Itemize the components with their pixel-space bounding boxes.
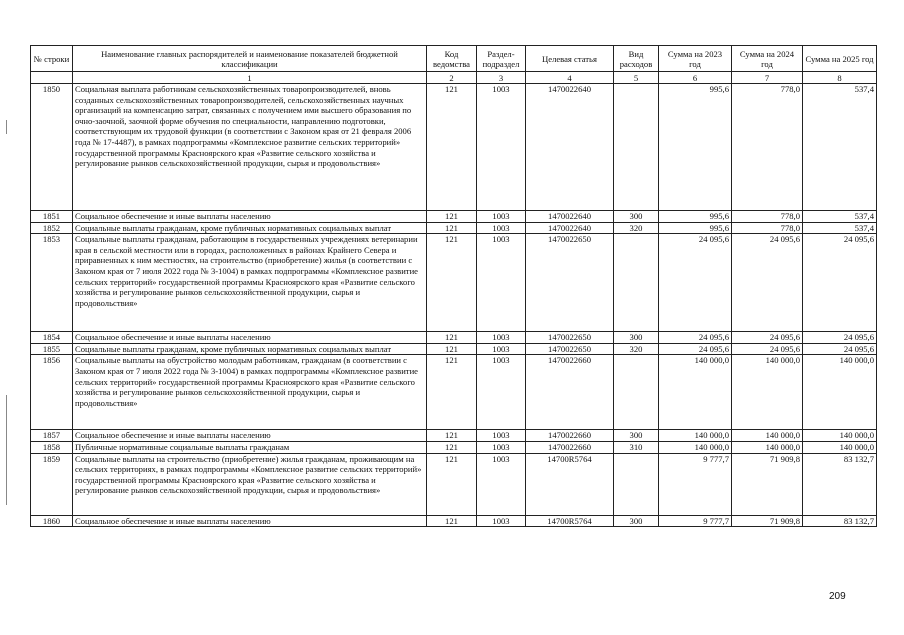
row-number: 1857: [31, 430, 73, 442]
row-target-article: 1470022640: [526, 211, 614, 223]
row-name: Публичные нормативные социальные выплаты гражданам: [73, 441, 427, 453]
row-sum-2025: 24 095,6: [803, 332, 877, 344]
table-row: [31, 234, 877, 332]
table-row: [31, 515, 877, 527]
row-number: 1854: [31, 332, 73, 344]
column-number: 2: [427, 72, 477, 84]
row-sum-2023: 140 000,0: [659, 355, 732, 430]
row-sum-2024: 24 095,6: [732, 234, 803, 332]
row-expense-kind: 300: [614, 515, 659, 527]
row-sum-2025: 24 095,6: [803, 343, 877, 355]
row-section: 1003: [477, 515, 526, 527]
row-sum-2025: 140 000,0: [803, 441, 877, 453]
row-number: 1855: [31, 343, 73, 355]
page-number: 209: [829, 591, 846, 602]
row-expense-kind: [614, 84, 659, 211]
row-target-article: 14700R5764: [526, 515, 614, 527]
row-sum-2025: 537,4: [803, 222, 877, 234]
header-sum-2025: Сумма на 2025 год: [803, 46, 877, 72]
row-name: Социальное обеспечение и иные выплаты населению: [73, 430, 427, 442]
row-sum-2025: 537,4: [803, 211, 877, 223]
row-number: 1860: [31, 515, 73, 527]
row-dept-code: 121: [427, 441, 477, 453]
row-dept-code: 121: [427, 453, 477, 515]
row-number: 1858: [31, 441, 73, 453]
row-expense-kind: 320: [614, 222, 659, 234]
row-target-article: 1470022660: [526, 441, 614, 453]
row-expense-kind: [614, 234, 659, 332]
row-sum-2023: 24 095,6: [659, 343, 732, 355]
row-number: 1851: [31, 211, 73, 223]
header-sum-2024: Сумма на 2024 год: [732, 46, 803, 72]
row-number: 1850: [31, 84, 73, 211]
row-expense-kind: [614, 355, 659, 430]
header-name: Наименование главных распорядителей и наименование показателей бюджетной классификации: [73, 46, 427, 72]
row-sum-2024: 140 000,0: [732, 430, 803, 442]
table-row: [31, 430, 877, 442]
row-sum-2024: 140 000,0: [732, 355, 803, 430]
table-row: [31, 222, 877, 234]
row-sum-2023: 140 000,0: [659, 441, 732, 453]
row-section: 1003: [477, 234, 526, 332]
column-number: 1: [73, 72, 427, 84]
row-target-article: 1470022650: [526, 332, 614, 344]
column-number-row: [31, 72, 877, 84]
row-sum-2024: 778,0: [732, 84, 803, 211]
scan-margin-mark: [6, 395, 7, 505]
row-sum-2023: 9 777,7: [659, 515, 732, 527]
column-number: 6: [659, 72, 732, 84]
table-row: [31, 343, 877, 355]
row-number: 1853: [31, 234, 73, 332]
row-name: Социальное обеспечение и иные выплаты населению: [73, 515, 427, 527]
column-number: 7: [732, 72, 803, 84]
row-expense-kind: 320: [614, 343, 659, 355]
row-name: Социальная выплата работникам сельскохозяйственных товаропроизводителей, вновь созданных сельскохозяйственных товаропроизводителей, сельскохозяйственных научных организаций на компенсацию затрат, связанных с получением ими высшего образования по очно-заочной, заочной форме обучения по специальности, направлению подготовки, соответствующим их трудовой функции (в соответствии с Законом края от 21 февраля 2006 года № 17-4487), в рамках подпрограммы «Комплексное развитие сельских территорий» государственной программы Красноярского края «Развитие сельского хозяйства и регулирование рынков сельскохозяйственной продукции, сырья и продовольствия»: [73, 84, 427, 211]
row-sum-2025: 24 095,6: [803, 234, 877, 332]
header-dept-code: Код ведомства: [427, 46, 477, 72]
row-number: 1852: [31, 222, 73, 234]
row-section: 1003: [477, 222, 526, 234]
table-row: [31, 332, 877, 344]
row-dept-code: 121: [427, 222, 477, 234]
row-sum-2023: 24 095,6: [659, 234, 732, 332]
row-number: 1859: [31, 453, 73, 515]
row-sum-2023: 24 095,6: [659, 332, 732, 344]
row-sum-2025: 140 000,0: [803, 430, 877, 442]
header-sum-2023: Сумма на 2023 год: [659, 46, 732, 72]
column-number: 4: [526, 72, 614, 84]
row-sum-2024: 71 909,8: [732, 515, 803, 527]
row-sum-2023: 140 000,0: [659, 430, 732, 442]
row-target-article: 14700R5764: [526, 453, 614, 515]
row-dept-code: 121: [427, 234, 477, 332]
row-section: 1003: [477, 441, 526, 453]
row-target-article: 1470022650: [526, 343, 614, 355]
table-row: [31, 211, 877, 223]
header-section: Раздел-подраздел: [477, 46, 526, 72]
row-section: 1003: [477, 355, 526, 430]
row-sum-2024: 778,0: [732, 222, 803, 234]
table-row: [31, 453, 877, 515]
row-target-article: 1470022640: [526, 84, 614, 211]
row-expense-kind: [614, 453, 659, 515]
column-number: 3: [477, 72, 526, 84]
row-dept-code: 121: [427, 211, 477, 223]
row-sum-2023: 9 777,7: [659, 453, 732, 515]
row-section: 1003: [477, 430, 526, 442]
row-name: Социальные выплаты гражданам, работающим в государственных учреждениях ветеринарии края в сельской местности или в городах, расположенных в районах Крайнего Севера и приравненных к ним местностях, на строительство (приобретение) жилья (в соответствии с Законом края от 7 июля 2022 года № 3-1004) в рамках подпрограммы «Комплексное развитие сельских территорий» государственной программы Красноярского края «Развитие сельского хозяйства и регулирование рынков сельскохозяйственной продукции, сырья и продовольствия»: [73, 234, 427, 332]
row-sum-2024: 24 095,6: [732, 343, 803, 355]
row-target-article: 1470022660: [526, 430, 614, 442]
column-number: 5: [614, 72, 659, 84]
header-expense-kind: Вид расходов: [614, 46, 659, 72]
row-expense-kind: 300: [614, 332, 659, 344]
row-sum-2024: 778,0: [732, 211, 803, 223]
table-row: [31, 84, 877, 211]
row-name: Социальные выплаты гражданам, кроме публичных нормативных социальных выплат: [73, 343, 427, 355]
scan-margin-mark: [6, 120, 7, 134]
row-sum-2024: 24 095,6: [732, 332, 803, 344]
row-dept-code: 121: [427, 84, 477, 211]
table-row: [31, 441, 877, 453]
row-section: 1003: [477, 332, 526, 344]
row-sum-2023: 995,6: [659, 211, 732, 223]
row-dept-code: 121: [427, 332, 477, 344]
row-section: 1003: [477, 343, 526, 355]
table-header: [31, 46, 877, 84]
row-expense-kind: 300: [614, 211, 659, 223]
row-name: Социальное обеспечение и иные выплаты населению: [73, 211, 427, 223]
row-sum-2025: 537,4: [803, 84, 877, 211]
row-dept-code: 121: [427, 515, 477, 527]
row-section: 1003: [477, 84, 526, 211]
table-body: [31, 84, 877, 527]
header-target-article: Целевая статья: [526, 46, 614, 72]
row-sum-2025: 83 132,7: [803, 453, 877, 515]
row-section: 1003: [477, 453, 526, 515]
column-number: [31, 72, 73, 84]
row-number: 1856: [31, 355, 73, 430]
row-name: Социальные выплаты на обустройство молодым работникам, гражданам (в соответствии с Законом края от 7 июля 2022 года № 3-1004) в рамках подпрограммы «Комплексное развитие сельских территорий» государственной программы Красноярского края «Развитие сельского хозяйства и регулирование рынков сельскохозяйственной продукции, сырья и продовольствия»: [73, 355, 427, 430]
row-name: Социальные выплаты на строительство (приобретение) жилья гражданам, проживающим на сельских территориях, в рамках подпрограммы «Комплексное развитие сельских территорий» государственной программы Красноярского края «Развитие сельского хозяйства и регулирование рынков сельскохозяйственной продукции, сырья и продовольствия»: [73, 453, 427, 515]
row-dept-code: 121: [427, 343, 477, 355]
header-row-number: № строки: [31, 46, 73, 72]
row-sum-2023: 995,6: [659, 84, 732, 211]
row-target-article: 1470022640: [526, 222, 614, 234]
budget-table: [30, 45, 877, 527]
header-row: [31, 46, 877, 72]
column-number: 8: [803, 72, 877, 84]
row-sum-2025: 140 000,0: [803, 355, 877, 430]
row-target-article: 1470022650: [526, 234, 614, 332]
row-dept-code: 121: [427, 430, 477, 442]
row-sum-2023: 995,6: [659, 222, 732, 234]
row-expense-kind: 310: [614, 441, 659, 453]
row-sum-2024: 140 000,0: [732, 441, 803, 453]
row-sum-2024: 71 909,8: [732, 453, 803, 515]
row-section: 1003: [477, 211, 526, 223]
table-row: [31, 355, 877, 430]
row-expense-kind: 300: [614, 430, 659, 442]
row-target-article: 1470022660: [526, 355, 614, 430]
row-name: Социальное обеспечение и иные выплаты населению: [73, 332, 427, 344]
row-name: Социальные выплаты гражданам, кроме публичных нормативных социальных выплат: [73, 222, 427, 234]
row-sum-2025: 83 132,7: [803, 515, 877, 527]
row-dept-code: 121: [427, 355, 477, 430]
